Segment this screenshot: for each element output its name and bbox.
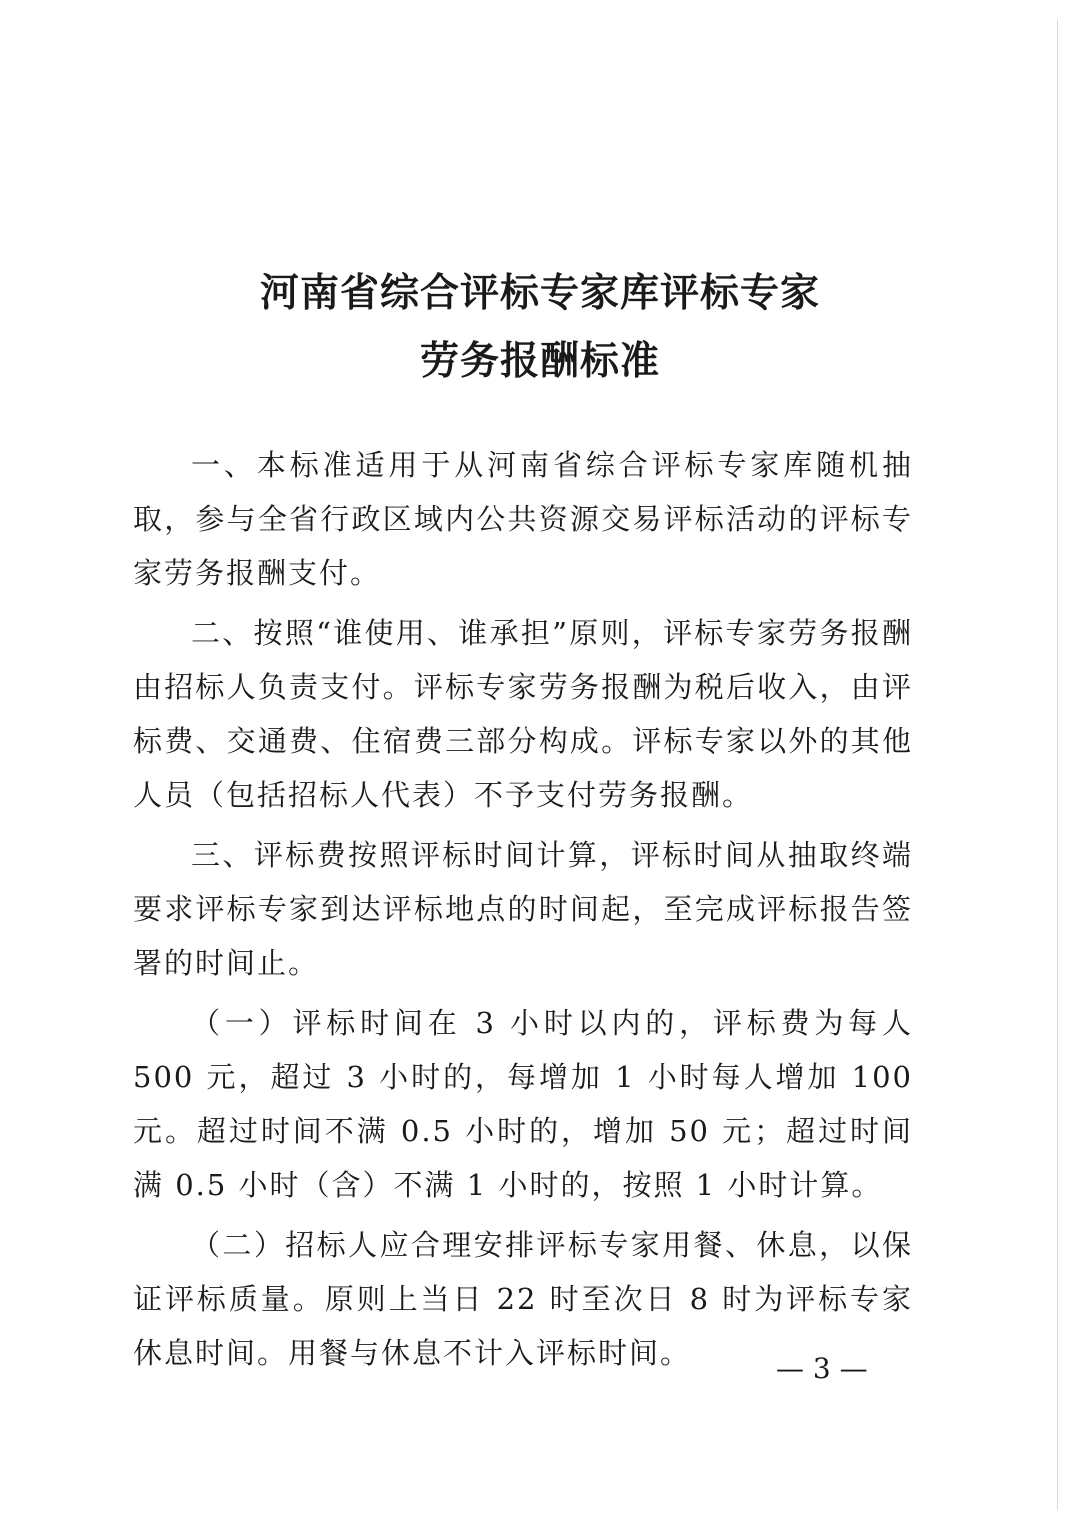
document-body [133, 438, 913, 1380]
document-title-line-1: 河南省综合评标专家库评标专家 [259, 270, 820, 316]
document-title-line-2: 劳务报酬标准 [419, 338, 660, 384]
paragraph-1: 一、本标准适用于从河南省综合评标专家库随机抽取，参与全省行政区域内公共资源交易评标活动的评标专家劳务报酬支付。 [133, 448, 913, 590]
paragraph-5: （二）招标人应合理安排评标专家用餐、休息，以保证评标质量。原则上当日 22 时至次日 8 时为评标专家休息时间。用餐与休息不计入评标时间。 [133, 1228, 913, 1370]
paragraph-3: 三、评标费按照评标时间计算，评标时间从抽取终端要求评标专家到达评标地点的时间起，至完成评标报告签署的时间止。 [133, 838, 913, 980]
paragraph-4: （一）评标时间在 3 小时以内的，评标费为每人 500 元，超过 3 小时的，每增加 1 小时每人增加 100 元。超过时间不满 0.5 小时的，增加 50 元；超过时间满 0.5 小时（含）不满 1 小时的，按照 1 小时计算。 [133, 1006, 913, 1202]
page-number: — 3 — [776, 1352, 868, 1385]
paragraph-2: 二、按照“谁使用、谁承担”原则，评标专家劳务报酬由招标人负责支付。评标专家劳务报酬为税后收入，由评标费、交通费、住宿费三部分构成。评标专家以外的其他人员（包括招标人代表）不予支付劳务报酬。 [133, 616, 913, 812]
scan-edge [1057, 20, 1058, 1510]
